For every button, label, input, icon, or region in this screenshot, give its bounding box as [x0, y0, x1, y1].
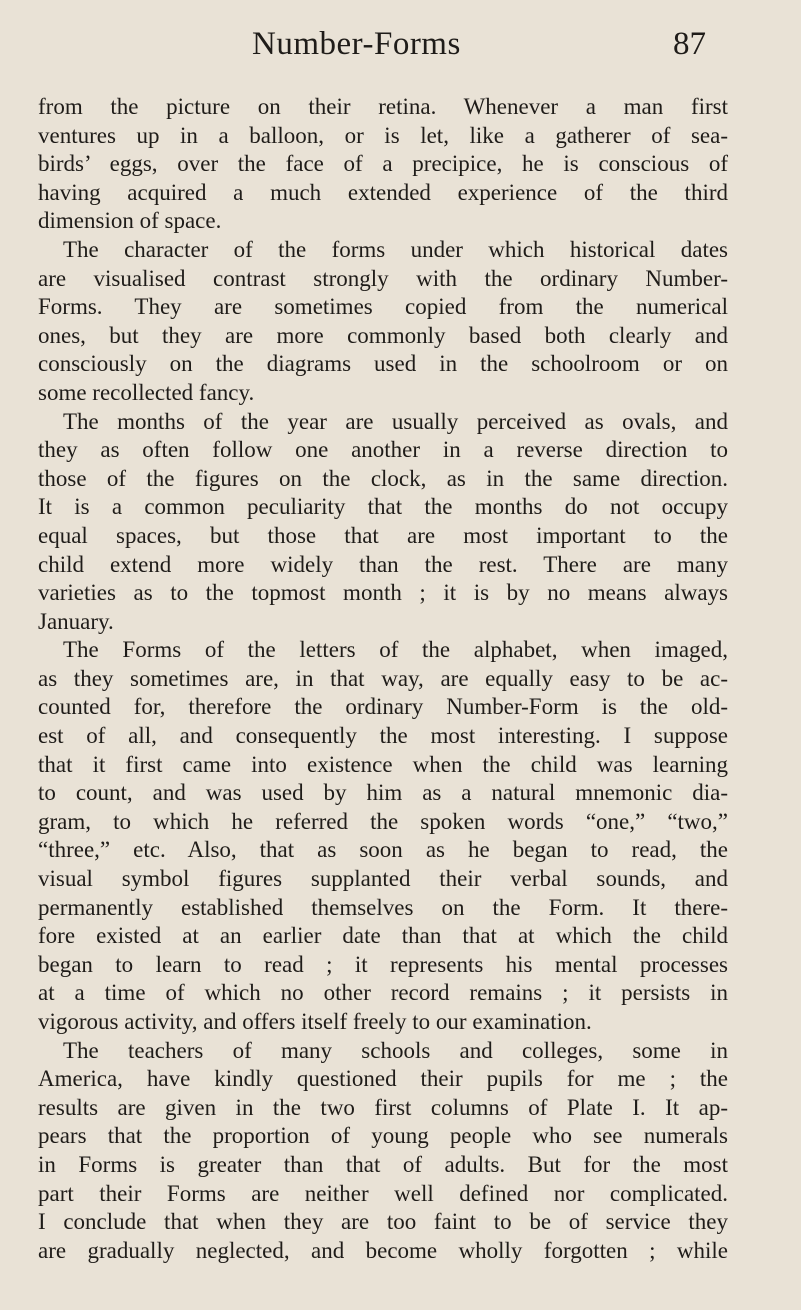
text-line: varieties as to the topmost month ; it is by no means always [38, 580, 728, 606]
text-line: results are given in the two first columns of Plate I. It ap- [38, 1094, 728, 1120]
text-line: part their Forms are neither well defined nor complicated. [38, 1180, 728, 1206]
text-line: vigorous activity, and offers itself freely to our examination. [38, 1009, 592, 1034]
text-line: those of the figures on the clock, as in the same direction. [38, 465, 728, 491]
text-line: ventures up in a balloon, or is let, like a gatherer of sea- [38, 122, 728, 148]
text-line: that it first came into existence when the child was learning [38, 751, 728, 777]
text-line: The months of the year are usually perceived as ovals, and [63, 408, 728, 434]
text-line: from the picture on their retina. Whenever a man first [38, 94, 728, 119]
text-line: The teachers of many schools and colleges, some in [63, 1037, 728, 1063]
text-line: child extend more widely than the rest. There are many [38, 551, 728, 577]
text-line: equal spaces, but those that are most important to the [38, 522, 728, 548]
running-title: Number-Forms [252, 26, 461, 62]
text-line: as they sometimes are, in that way, are equally easy to be ac- [38, 665, 728, 691]
text-line: permanently established themselves on the Form. It there- [38, 894, 728, 920]
body-text [38, 93, 728, 1265]
text-line: at a time of which no other record remains ; it persists in [38, 980, 728, 1006]
text-line: ones, but they are more commonly based both clearly and [38, 322, 728, 348]
text-line: The Forms of the letters of the alphabet, when imaged, [63, 637, 728, 663]
text-line: visual symbol figures supplanted their verbal sounds, and [38, 866, 728, 892]
text-line: January. [38, 608, 114, 634]
text-line: birds’ eggs, over the face of a precipice, he is conscious of [38, 151, 728, 177]
text-line: pears that the proportion of young people who see numerals [38, 1123, 728, 1149]
text-line: in Forms is greater than that of adults. But for the most [38, 1151, 728, 1177]
text-line: The character of the forms under which historical dates [63, 236, 728, 262]
text-line: America, have kindly questioned their pupils for me ; the [38, 1066, 728, 1092]
text-line: fore existed at an earlier date than that at which the child [38, 923, 728, 949]
text-line: some recollected fancy. [38, 379, 255, 405]
text-line: are gradually neglected, and become wholly forgotten ; while [38, 1237, 728, 1263]
text-line: Forms. They are sometimes copied from the numerical [38, 294, 728, 320]
text-line: I conclude that when they are too faint to be of service they [38, 1209, 728, 1235]
text-line: It is a common peculiarity that the months do not occupy [38, 494, 728, 520]
text-line: consciously on the diagrams used in the schoolroom or on [38, 351, 728, 377]
text-line: est of all, and consequently the most interesting. I suppose [38, 723, 728, 749]
text-line: are visualised contrast strongly with the ordinary Number- [38, 265, 728, 291]
page-header [0, 26, 801, 76]
text-line: gram, to which he referred the spoken words “one,” “two,” [38, 808, 728, 834]
text-line: counted for, therefore the ordinary Number-Form is the old- [38, 694, 728, 720]
text-line: “three,” etc. Also, that as soon as he began to read, the [38, 837, 728, 863]
text-line: having acquired a much extended experience of the third [38, 179, 728, 205]
text-line: began to learn to read ; it represents his mental processes [38, 951, 728, 977]
text-line: they as often follow one another in a reverse direction to [38, 437, 728, 463]
text-line: to count, and was used by him as a natural mnemonic dia- [38, 780, 728, 806]
page-number: 87 [673, 26, 706, 62]
text-line: dimension of space. [38, 208, 222, 234]
